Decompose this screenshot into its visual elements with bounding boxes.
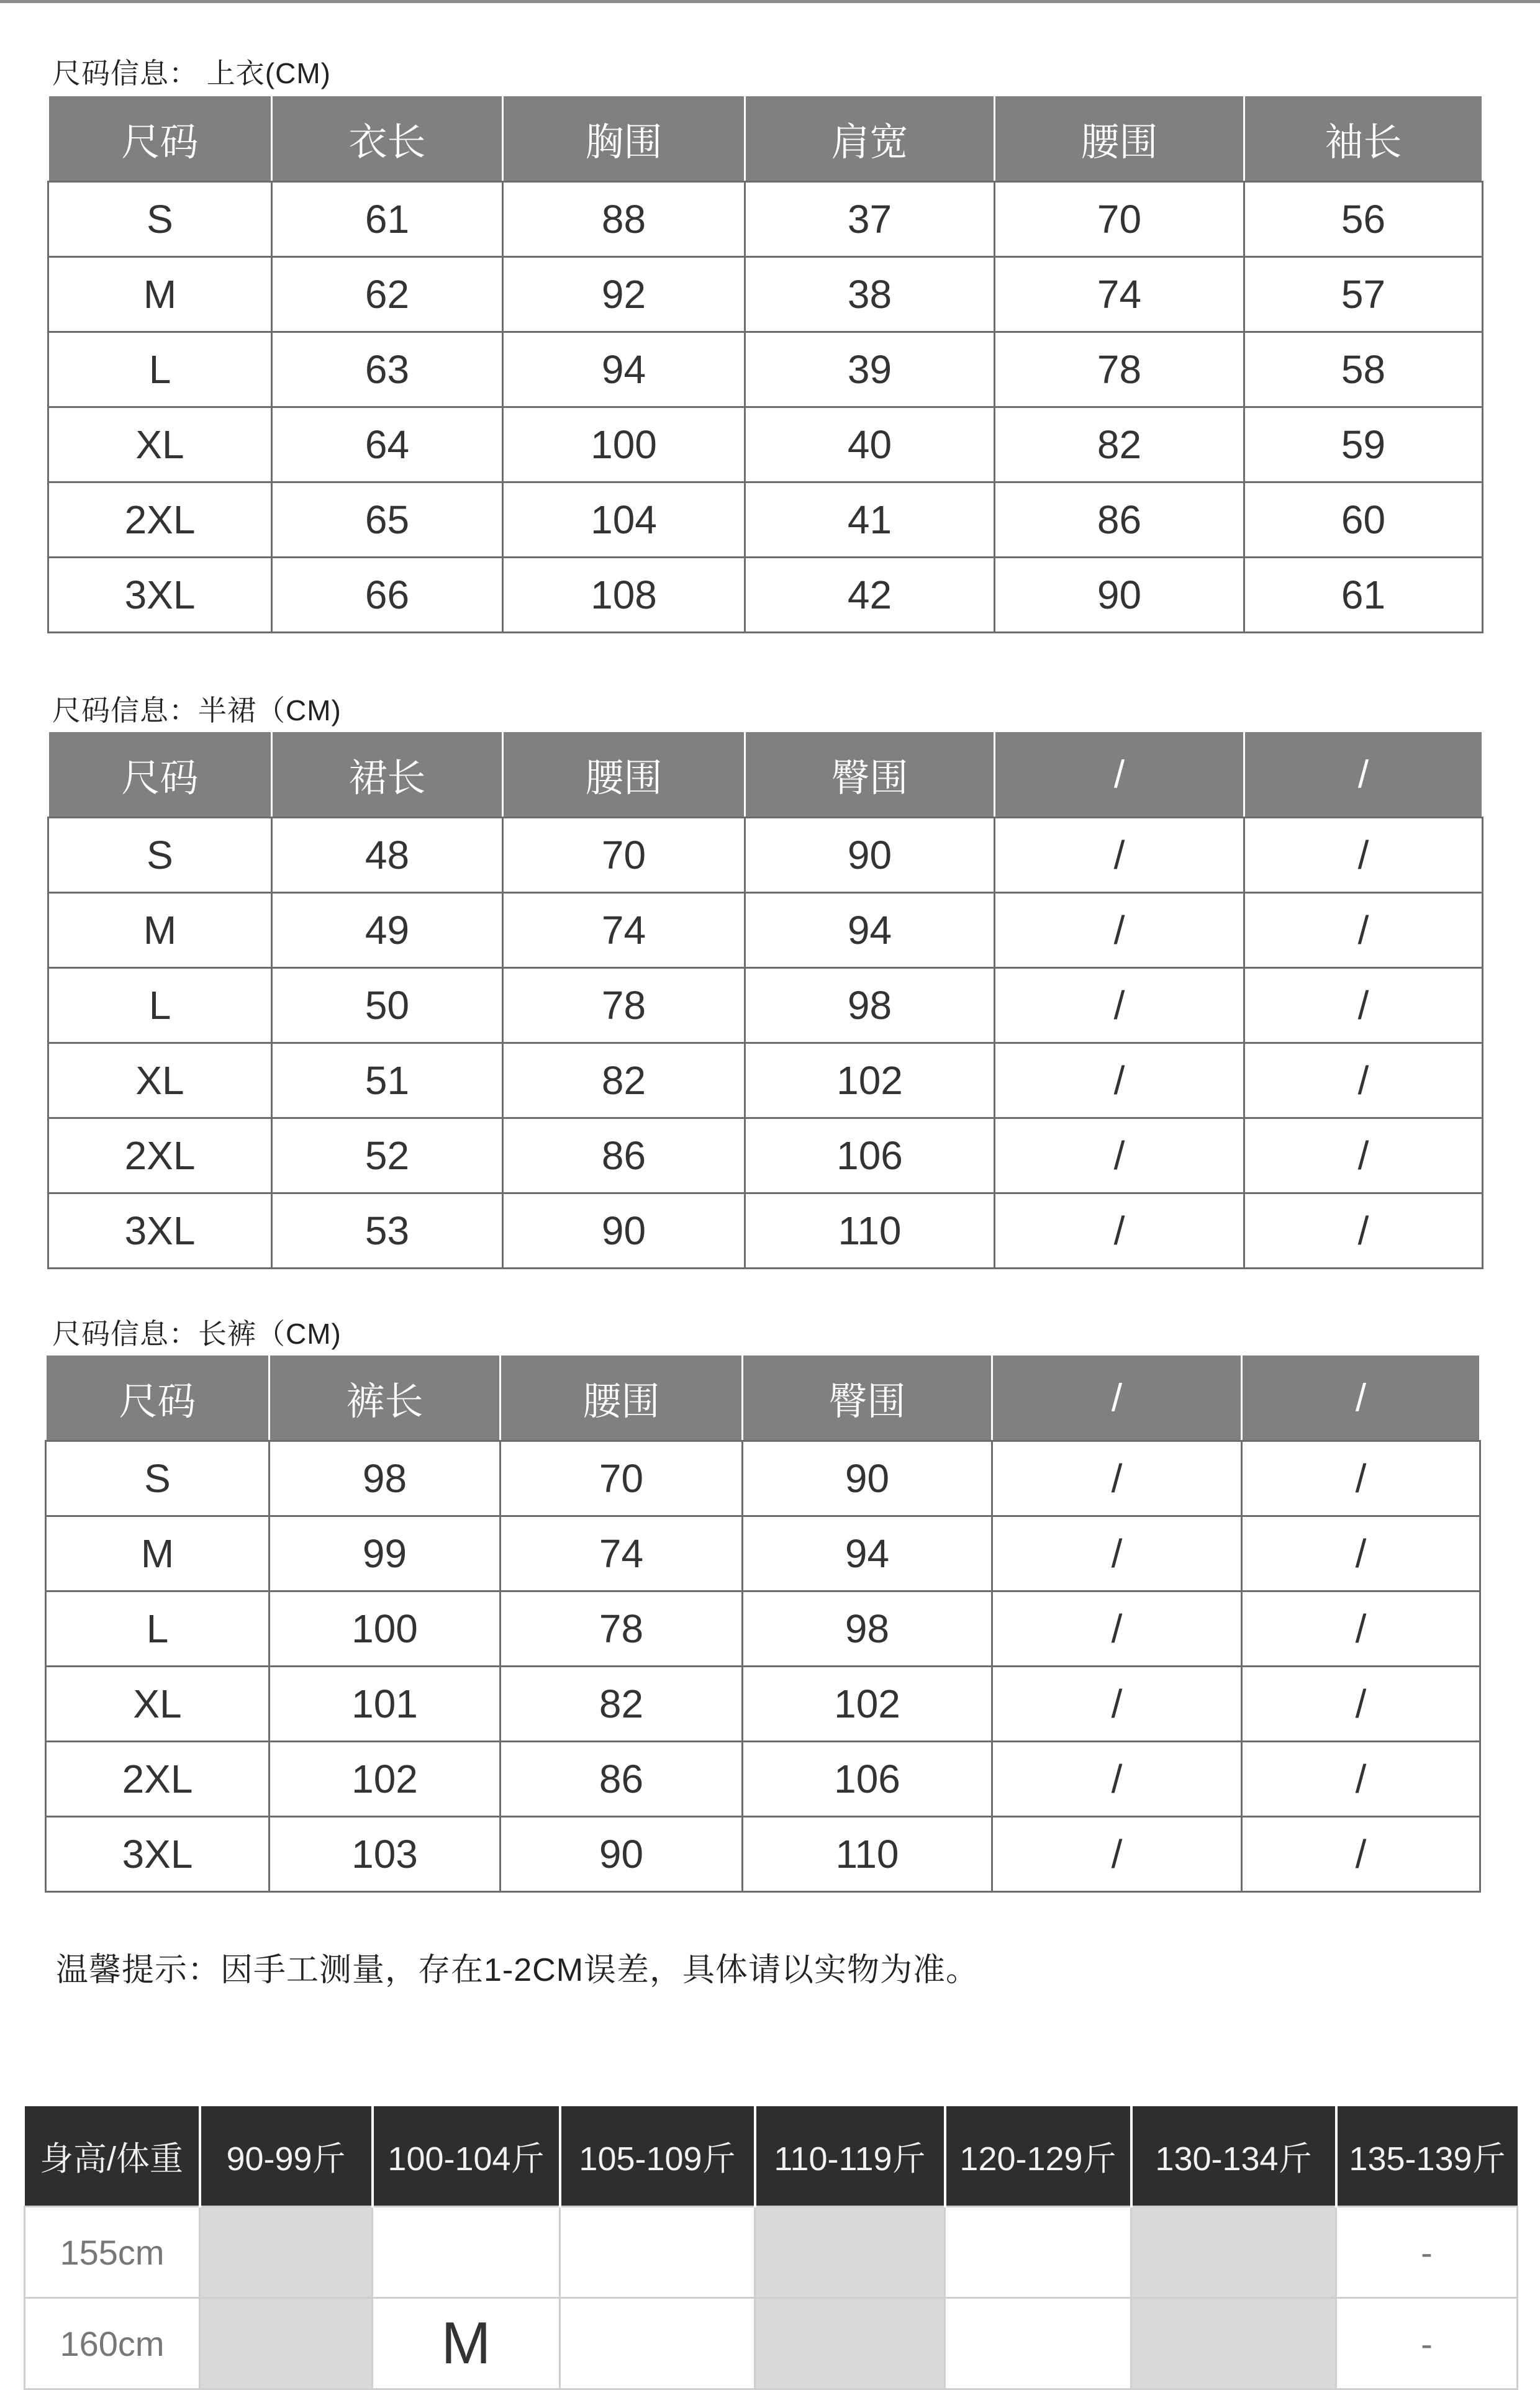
table-row xyxy=(48,1118,1483,1193)
table-cell: / xyxy=(995,1043,1244,1118)
size-cell: 2XL xyxy=(46,1742,270,1817)
header-cell: 袖长 xyxy=(1244,96,1483,182)
table-cell: 101 xyxy=(270,1667,500,1742)
size-cell: XL xyxy=(46,1667,270,1742)
table-cell: 100 xyxy=(503,407,745,482)
table-cell: 110 xyxy=(743,1817,992,1892)
size-cell: L xyxy=(48,968,272,1043)
table-cell: / xyxy=(995,968,1244,1043)
table-cell: 99 xyxy=(270,1516,500,1591)
table-cell: / xyxy=(992,1667,1242,1742)
table-cell xyxy=(1131,2298,1336,2389)
table-cell: 74 xyxy=(503,893,745,968)
table-cell: 74 xyxy=(500,1516,743,1591)
table-cell: 90 xyxy=(745,818,995,893)
table-cell xyxy=(755,2298,945,2389)
table-row xyxy=(46,1817,1480,1892)
height-weight-reference-table xyxy=(24,2106,1518,2390)
top-divider xyxy=(0,0,1540,3)
table-cell: / xyxy=(992,1591,1242,1667)
table-cell: 70 xyxy=(503,818,745,893)
table-cell: 90 xyxy=(503,1193,745,1269)
table-cell: / xyxy=(1244,818,1483,893)
table-cell: 53 xyxy=(272,1193,503,1269)
table-cell: / xyxy=(1242,1667,1480,1742)
size-cell: M xyxy=(46,1516,270,1591)
table-cell: 82 xyxy=(500,1667,743,1742)
table-cell: / xyxy=(1242,1817,1480,1892)
table-cell: / xyxy=(995,1193,1244,1269)
header-cell: / xyxy=(995,731,1244,818)
table-cell: 86 xyxy=(995,482,1244,558)
header-cell: 身高/体重 xyxy=(25,2106,200,2207)
table-cell: 50 xyxy=(272,968,503,1043)
table-cell: 49 xyxy=(272,893,503,968)
table-cell xyxy=(1131,2207,1336,2298)
header-cell: 腰围 xyxy=(500,1355,743,1441)
skirt-size-table xyxy=(47,730,1483,1269)
table-cell: 108 xyxy=(503,558,745,633)
header-cell: / xyxy=(1244,731,1483,818)
table-cell: 48 xyxy=(272,818,503,893)
table-cell: 39 xyxy=(745,332,995,407)
size-cell: XL xyxy=(48,407,272,482)
table-cell: 102 xyxy=(270,1742,500,1817)
table-cell xyxy=(200,2207,373,2298)
table-cell: 60 xyxy=(1244,482,1483,558)
table-cell: 59 xyxy=(1244,407,1483,482)
table-cell: - xyxy=(1336,2207,1518,2298)
pants-size-table xyxy=(45,1354,1481,1893)
table-cell: 86 xyxy=(503,1118,745,1193)
recommended-size-cell: M xyxy=(373,2298,560,2389)
table-cell: 103 xyxy=(270,1817,500,1892)
table-cell: / xyxy=(1244,1043,1483,1118)
table-cell: 56 xyxy=(1244,182,1483,257)
table-cell: 41 xyxy=(745,482,995,558)
size-cell: 3XL xyxy=(46,1817,270,1892)
size-cell: 3XL xyxy=(48,558,272,633)
table-cell: 63 xyxy=(272,332,503,407)
table-cell: 62 xyxy=(272,257,503,332)
table-cell: / xyxy=(1242,1516,1480,1591)
header-cell: 尺码 xyxy=(48,96,272,182)
table-cell: 90 xyxy=(500,1817,743,1892)
header-cell: 尺码 xyxy=(46,1355,270,1441)
table-cell: 102 xyxy=(743,1667,992,1742)
header-cell: 胸围 xyxy=(503,96,745,182)
table-cell xyxy=(945,2298,1131,2389)
table-cell: 37 xyxy=(745,182,995,257)
header-cell: 120-129斤 xyxy=(945,2106,1131,2207)
table-row xyxy=(48,1193,1483,1269)
table-cell: / xyxy=(992,1441,1242,1516)
table-row xyxy=(48,893,1483,968)
table-row xyxy=(48,182,1483,257)
size-cell: L xyxy=(46,1591,270,1667)
table-cell: / xyxy=(995,818,1244,893)
height-cell: 160cm xyxy=(25,2298,200,2389)
table-cell: 86 xyxy=(500,1742,743,1817)
table-cell: 94 xyxy=(743,1516,992,1591)
size-cell: S xyxy=(48,818,272,893)
table-row xyxy=(46,1591,1480,1667)
table-cell: - xyxy=(1336,2298,1518,2389)
table-header-row xyxy=(48,731,1483,818)
table-cell: 94 xyxy=(745,893,995,968)
table-cell: 98 xyxy=(743,1591,992,1667)
table-cell: 98 xyxy=(745,968,995,1043)
table-cell: 42 xyxy=(745,558,995,633)
table-cell xyxy=(560,2207,755,2298)
tops-size-table xyxy=(47,94,1483,633)
table-cell: 65 xyxy=(272,482,503,558)
table-row xyxy=(25,2298,1518,2389)
size-cell: 2XL xyxy=(48,482,272,558)
header-cell: 105-109斤 xyxy=(560,2106,755,2207)
table-cell: 61 xyxy=(272,182,503,257)
size-cell: XL xyxy=(48,1043,272,1118)
table-row xyxy=(48,482,1483,558)
table-cell: 90 xyxy=(743,1441,992,1516)
header-cell: 臀围 xyxy=(743,1355,992,1441)
table-row xyxy=(48,332,1483,407)
header-cell: / xyxy=(1242,1355,1480,1441)
table-cell: / xyxy=(1244,1193,1483,1269)
size-cell: S xyxy=(46,1441,270,1516)
header-cell: 衣长 xyxy=(272,96,503,182)
table-row xyxy=(46,1516,1480,1591)
table-cell: / xyxy=(1244,968,1483,1043)
table-cell xyxy=(755,2207,945,2298)
table-row xyxy=(46,1667,1480,1742)
table-cell: 82 xyxy=(995,407,1244,482)
table-cell: 78 xyxy=(995,332,1244,407)
header-cell: 裙长 xyxy=(272,731,503,818)
table-cell: 106 xyxy=(745,1118,995,1193)
table-cell: 106 xyxy=(743,1742,992,1817)
table-cell: 78 xyxy=(503,968,745,1043)
table-cell: 110 xyxy=(745,1193,995,1269)
table-cell: 66 xyxy=(272,558,503,633)
table-cell: 51 xyxy=(272,1043,503,1118)
table-cell: / xyxy=(1242,1441,1480,1516)
size-cell: M xyxy=(48,893,272,968)
table-cell: 70 xyxy=(500,1441,743,1516)
reference-header-row xyxy=(25,2106,1518,2207)
table-row xyxy=(48,818,1483,893)
height-cell: 155cm xyxy=(25,2207,200,2298)
size-cell: L xyxy=(48,332,272,407)
table-cell: 74 xyxy=(995,257,1244,332)
table-cell: 40 xyxy=(745,407,995,482)
table-cell: / xyxy=(992,1817,1242,1892)
header-cell: 腰围 xyxy=(995,96,1244,182)
table-row xyxy=(46,1742,1480,1817)
table-cell: 82 xyxy=(503,1043,745,1118)
table-cell: 78 xyxy=(500,1591,743,1667)
table-cell: / xyxy=(1242,1591,1480,1667)
size-cell: 2XL xyxy=(48,1118,272,1193)
table-row xyxy=(46,1441,1480,1516)
table-cell: 92 xyxy=(503,257,745,332)
table-row xyxy=(48,257,1483,332)
table-cell: 94 xyxy=(503,332,745,407)
table-cell xyxy=(200,2298,373,2389)
table-row xyxy=(48,558,1483,633)
size-cell: 3XL xyxy=(48,1193,272,1269)
table-cell: / xyxy=(1244,1118,1483,1193)
table-cell: 88 xyxy=(503,182,745,257)
table-cell: 64 xyxy=(272,407,503,482)
table-header-row xyxy=(46,1355,1480,1441)
header-cell: 裤长 xyxy=(270,1355,500,1441)
table-cell: / xyxy=(992,1742,1242,1817)
header-cell: 110-119斤 xyxy=(755,2106,945,2207)
table-cell: 100 xyxy=(270,1591,500,1667)
table-cell: / xyxy=(1242,1742,1480,1817)
table-cell: 52 xyxy=(272,1118,503,1193)
table-cell: 102 xyxy=(745,1043,995,1118)
table-cell: 98 xyxy=(270,1441,500,1516)
measurement-note: 温馨提示：因手工测量，存在1-2CM误差，具体请以实物为准。 xyxy=(56,1952,979,1988)
table-row xyxy=(48,968,1483,1043)
table-cell: / xyxy=(995,893,1244,968)
table-row xyxy=(48,407,1483,482)
table-row xyxy=(25,2207,1518,2298)
table-cell: / xyxy=(1244,893,1483,968)
table-cell: 90 xyxy=(995,558,1244,633)
size-cell: S xyxy=(48,182,272,257)
skirt-caption: 尺码信息：半裙（CM) xyxy=(52,694,342,727)
header-cell: 臀围 xyxy=(745,731,995,818)
table-cell: 58 xyxy=(1244,332,1483,407)
table-cell: 61 xyxy=(1244,558,1483,633)
header-cell: 肩宽 xyxy=(745,96,995,182)
tops-caption: 尺码信息： 上衣(CM) xyxy=(52,57,331,89)
pants-caption: 尺码信息：长裤（CM) xyxy=(52,1318,342,1350)
table-header-row xyxy=(48,96,1483,182)
header-cell: 135-139斤 xyxy=(1336,2106,1518,2207)
table-cell xyxy=(560,2298,755,2389)
table-cell: 38 xyxy=(745,257,995,332)
table-cell xyxy=(373,2207,560,2298)
header-cell: 100-104斤 xyxy=(373,2106,560,2207)
table-cell: 104 xyxy=(503,482,745,558)
table-row xyxy=(48,1043,1483,1118)
table-cell xyxy=(945,2207,1131,2298)
header-cell: 90-99斤 xyxy=(200,2106,373,2207)
size-cell: M xyxy=(48,257,272,332)
table-cell: / xyxy=(992,1516,1242,1591)
header-cell: / xyxy=(992,1355,1242,1441)
header-cell: 尺码 xyxy=(48,731,272,818)
header-cell: 腰围 xyxy=(503,731,745,818)
table-cell: / xyxy=(995,1118,1244,1193)
table-cell: 57 xyxy=(1244,257,1483,332)
table-cell: 70 xyxy=(995,182,1244,257)
header-cell: 130-134斤 xyxy=(1131,2106,1336,2207)
